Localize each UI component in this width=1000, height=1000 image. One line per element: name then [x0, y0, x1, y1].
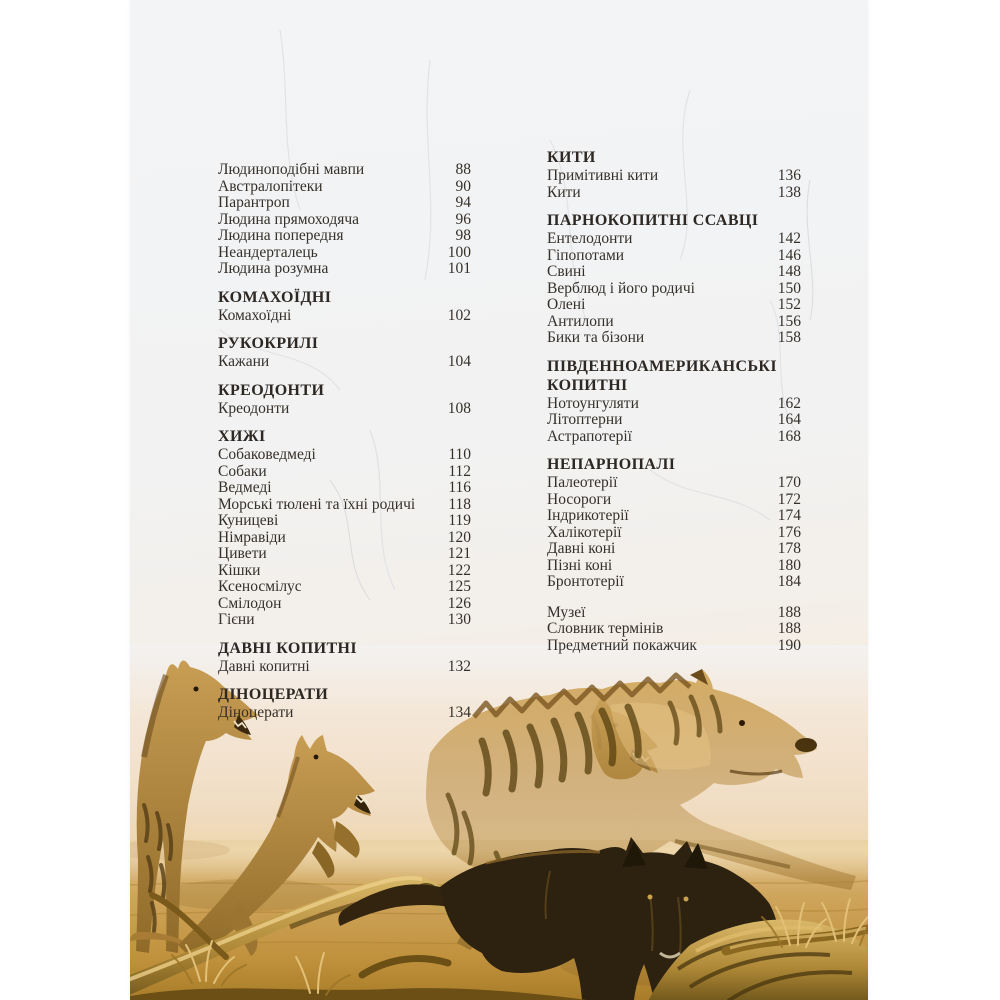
toc-entry-label: Словник термінів — [547, 620, 664, 637]
toc-entry-label: Предметний покажчик — [547, 636, 697, 654]
toc-section-header: КРЕОДОНТИ — [218, 381, 325, 399]
toc-entry — [547, 412, 801, 429]
toc-section — [547, 211, 801, 347]
toc-entry-page: 152 — [777, 296, 801, 313]
toc-entry-page: 125 — [447, 578, 471, 595]
toc-entry — [218, 612, 471, 629]
toc-entry-label: Халікотерії — [547, 523, 622, 541]
toc-section — [218, 427, 471, 629]
toc-entry-page: 88 — [455, 161, 471, 178]
toc-entry-label: Літоптерни — [547, 411, 623, 428]
toc-entry-label: Кішки — [218, 561, 261, 579]
toc-section-header: ДІНОЦЕРАТИ — [218, 686, 329, 703]
toc-entry-page: 188 — [777, 603, 801, 621]
toc-entry-page: 130 — [447, 611, 471, 628]
toc-entry — [547, 396, 801, 413]
toc-entry-page: 134 — [447, 704, 471, 721]
toc-entry — [547, 330, 801, 347]
toc-entry-label: Ентелодонти — [547, 230, 633, 247]
toc-section-header: ДАВНІ КОПИТНІ — [218, 639, 357, 657]
toc-entry-page: 98 — [455, 227, 471, 244]
toc-entry-page: 168 — [777, 427, 801, 445]
toc-section — [218, 288, 471, 325]
toc-section-header: ПАРНОКОПИТНІ ССАВЦІ — [547, 212, 759, 229]
toc-column-right — [547, 148, 801, 654]
toc-entry-label: Німравіди — [218, 528, 286, 546]
toc-section-header: КИТИ — [547, 149, 596, 166]
toc-entry-label: Давні копитні — [218, 657, 310, 675]
toc-entry — [547, 297, 801, 314]
toc-entry-page: 172 — [777, 490, 801, 508]
toc-entry-label: Австралопітеки — [218, 177, 323, 195]
toc-entry-page: 170 — [777, 474, 801, 491]
toc-entry-label: Пізні коні — [547, 556, 613, 574]
toc-entry-label: Людина попередня — [218, 227, 344, 244]
toc-entry-page: 190 — [777, 636, 801, 654]
toc-entry — [547, 558, 801, 575]
toc-entry-label: Людиноподібні мавпи — [218, 161, 365, 178]
toc-entry-page: 90 — [455, 177, 471, 195]
toc-entry — [218, 195, 471, 212]
toc-entry-page: 136 — [777, 167, 801, 184]
toc-section — [218, 639, 471, 676]
toc-section — [547, 605, 801, 655]
toc-entry-label: Гіпопотами — [547, 246, 625, 264]
toc-entry-label: Креодонти — [218, 399, 290, 417]
toc-section-header: РУКОКРИЛІ — [218, 335, 319, 352]
toc-entry-label: Комахоїдні — [218, 306, 292, 324]
toc-entry-label: Собаки — [218, 462, 267, 480]
toc-section — [218, 685, 471, 722]
toc-entry — [218, 401, 471, 418]
toc-entry-label: Примітивні кити — [547, 167, 659, 184]
toc-entry-label: Свині — [547, 263, 586, 280]
toc-entry-label: Смілодон — [218, 594, 282, 612]
toc-entry — [218, 579, 471, 596]
toc-entry-label: Палеотерії — [547, 474, 618, 491]
toc-entry — [547, 185, 801, 202]
toc-entry — [218, 513, 471, 530]
toc-entry — [547, 475, 801, 492]
toc-section — [547, 148, 801, 201]
toc-entry — [547, 525, 801, 542]
toc-entry — [218, 162, 471, 179]
toc-section-header: КОМАХОЇДНІ — [218, 288, 332, 306]
toc-entry-page: 94 — [455, 194, 471, 211]
toc-entry-page: 100 — [447, 243, 471, 261]
toc-entry-label: Антилопи — [547, 312, 614, 330]
toc-entry-label: Ксеносмілус — [218, 578, 302, 595]
toc-entry-page: 104 — [447, 353, 471, 370]
toc-entry — [218, 480, 471, 497]
toc-entry-label: Музеї — [547, 603, 586, 621]
toc-entry — [547, 574, 801, 591]
toc-entry-page: 174 — [777, 507, 801, 524]
book-page — [130, 0, 868, 1000]
toc-column-left — [218, 148, 471, 722]
toc-section-header: НЕПАРНОПАЛІ — [547, 456, 676, 473]
toc-entry-page: 120 — [447, 528, 471, 546]
toc-entry-page: 148 — [777, 263, 801, 280]
toc-entry-page: 180 — [777, 556, 801, 574]
toc-entry-page: 132 — [447, 657, 471, 675]
toc-entry-label: Кити — [547, 183, 581, 201]
toc-entry — [218, 354, 471, 371]
toc-entry-label: Морські тюлені та їхні родичі — [218, 495, 416, 513]
toc-entry — [547, 314, 801, 331]
toc-entry — [547, 248, 801, 265]
toc-entry-label: Бронтотерії — [547, 573, 624, 590]
toc-entry-page: 96 — [455, 210, 471, 228]
toc-section-header: ПІВДЕННОАМЕРИКАНСЬКІ КОПИТНІ — [547, 357, 778, 394]
toc-entry — [218, 705, 471, 722]
toc-entry — [218, 530, 471, 547]
toc-entry-page: 184 — [777, 573, 801, 590]
toc-entry-page: 101 — [447, 260, 471, 277]
toc-entry-label: Собаковедмеді — [218, 446, 316, 463]
toc-section-header: ХИЖІ — [218, 428, 266, 445]
toc-entry-page: 142 — [777, 230, 801, 247]
toc-entry — [547, 638, 801, 655]
toc-entry — [547, 621, 801, 638]
toc-entry-label: Кажани — [218, 353, 270, 370]
toc-entry-page: 110 — [448, 446, 471, 463]
toc-entry-page: 122 — [447, 561, 471, 579]
toc-entry-page: 146 — [777, 246, 801, 264]
toc-entry-label: Куницеві — [218, 512, 279, 529]
toc-entry-label: Нотоунгуляти — [547, 394, 639, 412]
toc-entry — [218, 659, 471, 676]
toc-entry-page: 118 — [448, 495, 471, 513]
toc-entry — [218, 261, 471, 278]
toc-section — [547, 455, 801, 591]
toc-entry — [218, 245, 471, 262]
toc-entry-page: 150 — [777, 279, 801, 297]
toc-entry-label: Ведмеді — [218, 479, 272, 496]
toc-entry-page: 138 — [777, 183, 801, 201]
toc-entry-page: 162 — [777, 394, 801, 412]
toc-entry-label: Неандерталець — [218, 243, 318, 261]
toc-entry-page: 102 — [447, 306, 471, 324]
toc-entry-label: Парантроп — [218, 194, 290, 211]
toc-entry — [218, 464, 471, 481]
toc-section — [547, 357, 801, 446]
toc-entry-label: Олені — [547, 296, 586, 313]
toc-entry — [218, 179, 471, 196]
toc-entry-page: 121 — [447, 545, 471, 562]
toc-entry — [218, 546, 471, 563]
toc-entry — [547, 168, 801, 185]
toc-entry-page: 112 — [448, 462, 471, 480]
toc-entry-label: Гієни — [218, 611, 255, 628]
toc-entry-page: 126 — [447, 594, 471, 612]
toc-entry-page: 176 — [777, 523, 801, 541]
toc-entry-page: 178 — [777, 540, 801, 557]
toc-section — [218, 381, 471, 418]
toc-section — [218, 162, 471, 278]
toc-entry-page: 188 — [777, 620, 801, 637]
toc-entry-page: 158 — [777, 329, 801, 346]
toc-entry-label: Давні коні — [547, 540, 616, 557]
toc-entry — [218, 563, 471, 580]
toc-entry-label: Людина розумна — [218, 260, 329, 277]
toc-entry — [547, 508, 801, 525]
toc-entry-label: Бики та бізони — [547, 329, 645, 346]
toc-entry-label: Верблюд і його родичі — [547, 279, 695, 297]
toc-entry — [547, 605, 801, 622]
toc-entry — [547, 429, 801, 446]
toc-entry-page: 156 — [777, 312, 801, 330]
toc-entry — [547, 231, 801, 248]
toc-entry-label: Носороги — [547, 490, 612, 508]
toc-entry — [547, 281, 801, 298]
toc-entry-label: Індрикотерії — [547, 507, 629, 524]
toc-entry-label: Астрапотерії — [547, 427, 632, 445]
toc-entry — [547, 541, 801, 558]
toc-entry-label: Діноцерати — [218, 704, 294, 721]
toc-entry — [547, 492, 801, 509]
toc-entry-page: 108 — [447, 399, 471, 417]
toc-entry-page: 164 — [777, 411, 801, 428]
toc-entry — [218, 497, 471, 514]
toc-entry-page: 119 — [448, 512, 471, 529]
toc-entry — [218, 308, 471, 325]
toc-entry — [218, 228, 471, 245]
toc-section — [218, 334, 471, 371]
toc-entry-label: Цивети — [218, 545, 267, 562]
toc-entry-page: 116 — [448, 479, 471, 496]
toc-entry-label: Людина прямоходяча — [218, 210, 360, 228]
toc-entry — [218, 596, 471, 613]
toc-entry — [218, 447, 471, 464]
toc-entry — [218, 212, 471, 229]
toc-entry — [547, 264, 801, 281]
